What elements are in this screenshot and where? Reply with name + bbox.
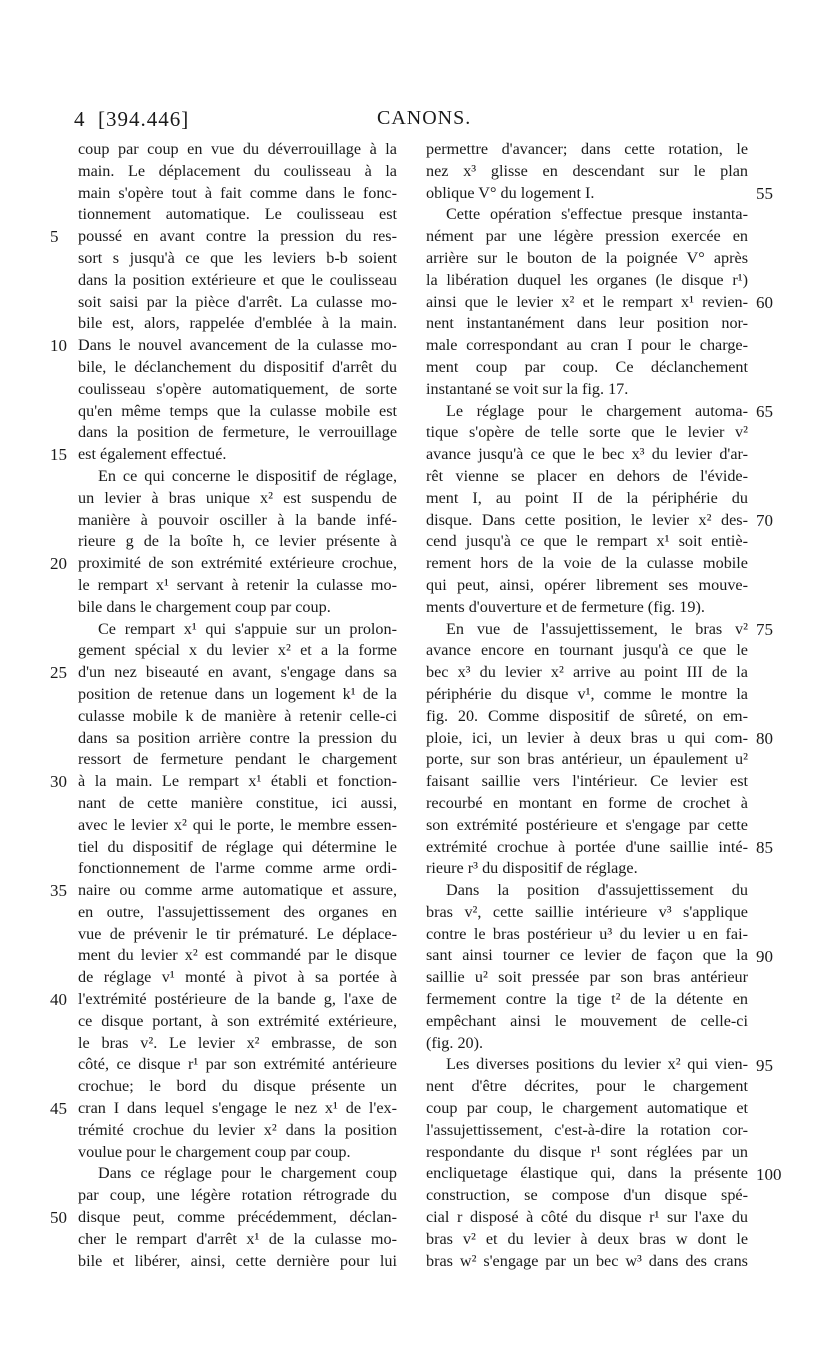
text-line: disque peut, comme précédemment, déclan- (78, 1208, 397, 1227)
line-number: 30 (50, 772, 67, 792)
text-line: à la main. Le rempart x¹ établi et fonction- (78, 772, 397, 791)
text-line: cher le rempart d'arrêt x¹ de la culasse mo- (78, 1229, 397, 1248)
text-line: construction, se compose d'un disque spé- (426, 1186, 748, 1205)
text-line: male correspondant au cran I pour le charge- (426, 336, 748, 355)
text-line: dans la position extérieure et que le coulisseau (78, 270, 397, 289)
text-line: position de retenue dans un logement k¹ de la (78, 684, 397, 703)
page-number-and-patent (74, 107, 189, 132)
line-number: 15 (50, 445, 67, 465)
line-number: 35 (50, 881, 67, 901)
line-number: 55 (756, 183, 773, 203)
line-number: 80 (756, 728, 773, 748)
text-line: tionnement automatique. Le coulisseau est (78, 205, 397, 224)
line-number: 45 (50, 1099, 67, 1119)
text-line: tiel du dispositif de réglage qui détermine le (78, 837, 397, 856)
text-line: ments d'ouverture et de fermeture (fig. 19). (426, 597, 705, 616)
text-line: dans la position de fermeture, le verrouillage (78, 423, 397, 442)
text-line: Cette opération s'effectue presque instanta- (446, 205, 748, 224)
text-line: avance encore en tournant jusqu'à ce que le (426, 641, 748, 660)
text-line: extrémité crochue à portée d'une saillie inté- (426, 837, 748, 856)
text-line: disque. Dans cette position, le levier x² des- (426, 510, 748, 529)
text-line: respondante du disque r¹ sont réglées par un (426, 1142, 748, 1161)
text-line: En ce qui concerne le dispositif de réglage, (98, 466, 397, 485)
text-line: saillie u² soit pressée par son bras antérieur (426, 968, 748, 987)
text-line: permettre d'avancer; dans cette rotation, le (426, 140, 748, 158)
text-line: rêt vienne se placer en dehors de l'évide- (426, 466, 748, 485)
text-line: nent instantanément dans leur position nor- (426, 314, 748, 333)
text-line: ressort de fermeture pendant le chargement (78, 750, 397, 769)
text-line: arrière sur le bouton de la poignée V° après (426, 248, 748, 267)
text-line: crochue; le bord du disque présente un (78, 1077, 397, 1096)
text-line: (fig. 20). (426, 1033, 484, 1052)
text-line: bile et libérer, ainsi, cette dernière pour lui (78, 1251, 397, 1270)
text-line: bile est, alors, rappelée d'emblée à la main. (78, 314, 397, 333)
text-line: coup par coup, le chargement automatique et (426, 1099, 748, 1118)
text-line: en outre, l'assujettissement des organes en (78, 902, 397, 921)
text-line: main. Le déplacement du coulisseau à la (78, 161, 397, 180)
text-line: un levier à bras unique x² est suspendu de (78, 488, 397, 507)
text-line: bras v² et du levier à deux bras w dont le (426, 1229, 748, 1248)
text-line: ploie, ici, un levier à deux bras u qui com- (426, 728, 748, 747)
text-line: ment du levier x² est commandé par le disque (78, 946, 397, 965)
text-line: nent d'être décrites, pour le chargement (426, 1077, 748, 1096)
text-line: main s'opère tout à fait comme dans le fonc- (78, 183, 397, 202)
text-line: cran I dans lequel s'engage le nez x¹ de l'ex- (78, 1099, 397, 1118)
text-line: vue de prévenir le tir prématuré. Le déplace- (78, 924, 397, 943)
text-line: cial r disposé à côté du disque r¹ sur l'axe du (426, 1208, 748, 1227)
text-line: est également effectué. (78, 445, 227, 464)
line-number: 65 (756, 401, 773, 421)
text-line: de réglage v¹ monté à pivot à sa portée à (78, 968, 397, 987)
text-line: gement spécial x du levier x² et a la forme (78, 641, 397, 660)
text-line: nant de cette manière constitue, ici aussi, (78, 793, 397, 812)
text-line: rement hors de la voie de la culasse mobile (426, 554, 748, 573)
page-number: 4 (74, 107, 86, 131)
text-line: coup par coup en vue du déverrouillage à la (78, 140, 397, 158)
line-number: 25 (50, 663, 67, 683)
line-number: 50 (50, 1208, 67, 1228)
text-line: trémité crochue du levier x² dans la position (78, 1120, 397, 1139)
line-number: 10 (50, 336, 67, 356)
line-number: 95 (756, 1055, 773, 1075)
text-line: par coup, une légère rotation rétrograde du (78, 1186, 397, 1205)
text-line: Les diverses positions du levier x² qui vien- (446, 1055, 748, 1074)
text-line: dans sa position arrière contre la pression du (78, 728, 397, 747)
page-header (0, 107, 813, 133)
text-line: voulue pour le chargement coup par coup. (78, 1142, 351, 1161)
text-line: le rempart x¹ servant à retenir la culasse mo- (78, 575, 397, 594)
line-number: 85 (756, 837, 773, 857)
text-line: qu'en même temps que la culasse mobile est (78, 401, 397, 420)
text-line: d'un nez biseauté en avant, s'engage dans sa (78, 663, 397, 682)
text-line: ment I, au point II de la périphérie du (426, 488, 748, 507)
text-line: côté, ce disque r¹ par son extrémité antérieure (78, 1055, 397, 1074)
line-number: 75 (756, 619, 773, 639)
text-line: rieure g de la boîte h, ce levier présente à (78, 532, 397, 551)
right-text-column (426, 139, 748, 1272)
line-number: 100 (756, 1164, 782, 1184)
text-line: fig. 20. Comme dispositif de sûreté, on em- (426, 706, 748, 725)
text-line: encliquetage élastique qui, dans la présente (426, 1164, 748, 1183)
text-line: l'assujettissement, c'est-à-dire la rotation cor- (426, 1120, 748, 1139)
text-line: porte, sur son bras antérieur, un épaulement u² (426, 750, 748, 769)
text-line: proximité de son extrémité extérieure crochue, (78, 554, 397, 573)
text-line: rieure r³ du dispositif de réglage. (426, 859, 638, 878)
text-line: tique s'opère de telle sorte que le levier v² (426, 423, 748, 442)
line-number: 20 (50, 554, 67, 574)
text-line: ment coup par coup. Ce déclanchement (426, 357, 748, 376)
running-title: CANONS. (377, 107, 472, 129)
text-line: nément par une légère pression exercée en (426, 227, 748, 246)
text-line: avance jusqu'à ce que le bec x³ du levier d'ar- (426, 445, 748, 464)
text-line: la libération duquel les organes (le disque r¹) (426, 270, 748, 289)
text-line: bras w² s'engage par un bec w³ dans des crans (426, 1251, 748, 1270)
line-number: 5 (50, 227, 59, 247)
text-line: nez x³ glisse en descendant sur le plan (426, 161, 748, 180)
text-line: ce disque portant, à son extrémité extérieure, (78, 1011, 397, 1030)
text-line: son extrémité postérieure et s'engage par cette (426, 815, 748, 834)
text-line: Ce rempart x¹ qui s'appuie sur un prolon- (98, 619, 397, 638)
text-line: avec le levier x² qui le porte, le membre essen- (78, 815, 397, 834)
text-line: fonctionnement de l'arme comme arme ordi- (78, 859, 397, 878)
text-line: Le réglage pour le chargement automa- (446, 401, 748, 420)
line-number: 90 (756, 946, 773, 966)
line-number: 40 (50, 990, 67, 1010)
text-line: Dans ce réglage pour le chargement coup (98, 1164, 397, 1183)
text-line: soit saisi par la pièce d'arrêt. La culasse mo- (78, 292, 397, 311)
text-line: cend jusqu'à ce que le rempart x¹ soit entiè- (426, 532, 748, 551)
left-text-column (78, 139, 397, 1272)
text-line: naire ou comme arme automatique et assure, (78, 881, 397, 900)
text-line: sort s jusqu'à ce que les leviers b-b soient (78, 248, 397, 267)
text-line: empêchant ainsi le mouvement de celle-ci (426, 1011, 748, 1030)
line-number: 60 (756, 292, 773, 312)
text-line: ainsi que le levier x² et le rempart x¹ revien- (426, 292, 748, 311)
text-line: le bras v². Le levier x² embrasse, de son (78, 1033, 397, 1052)
text-line: bec x³ du levier x² arrive au point III de la (426, 663, 748, 682)
text-line: bile, le déclanchement du dispositif d'arrêt du (78, 357, 397, 376)
text-line: manière à pouvoir osciller à la bande infé- (78, 510, 397, 529)
text-line: contre le bras postérieur u³ du levier u en fai- (426, 924, 748, 943)
text-line: bile dans le chargement coup par coup. (78, 597, 331, 616)
text-line: Dans la position d'assujettissement du (446, 881, 748, 900)
text-line: Dans le nouvel avancement de la culasse mo- (78, 336, 397, 355)
text-line: périphérie du disque v¹, comme le montre la (426, 684, 748, 703)
text-line: culasse mobile k de manière à retenir celle-ci (78, 706, 397, 725)
text-line: bras v², cette saillie intérieure v³ s'applique (426, 902, 748, 921)
text-line: l'extrémité postérieure de la bande g, l'axe de (78, 990, 397, 1009)
text-line: qui peut, ainsi, opérer librement ses mouve- (426, 575, 748, 594)
text-line: faisant saillie vers l'intérieur. Ce levier est (426, 772, 748, 791)
text-line: oblique V° du logement I. (426, 183, 595, 202)
patent-number: [394.446] (98, 107, 190, 131)
text-line: poussé en avant contre la pression du res- (78, 227, 397, 246)
line-number: 70 (756, 510, 773, 530)
text-line: instantané se voit sur la fig. 17. (426, 379, 629, 398)
text-line: fermement contre la tige t² de la détente en (426, 990, 748, 1009)
text-line: recourbé en montant en forme de crochet à (426, 793, 748, 812)
text-line: En vue de l'assujettissement, le bras v² (446, 619, 748, 638)
text-line: coulisseau s'opère automatiquement, de sorte (78, 379, 397, 398)
text-line: sant ainsi tourner ce levier de façon que la (426, 946, 748, 965)
